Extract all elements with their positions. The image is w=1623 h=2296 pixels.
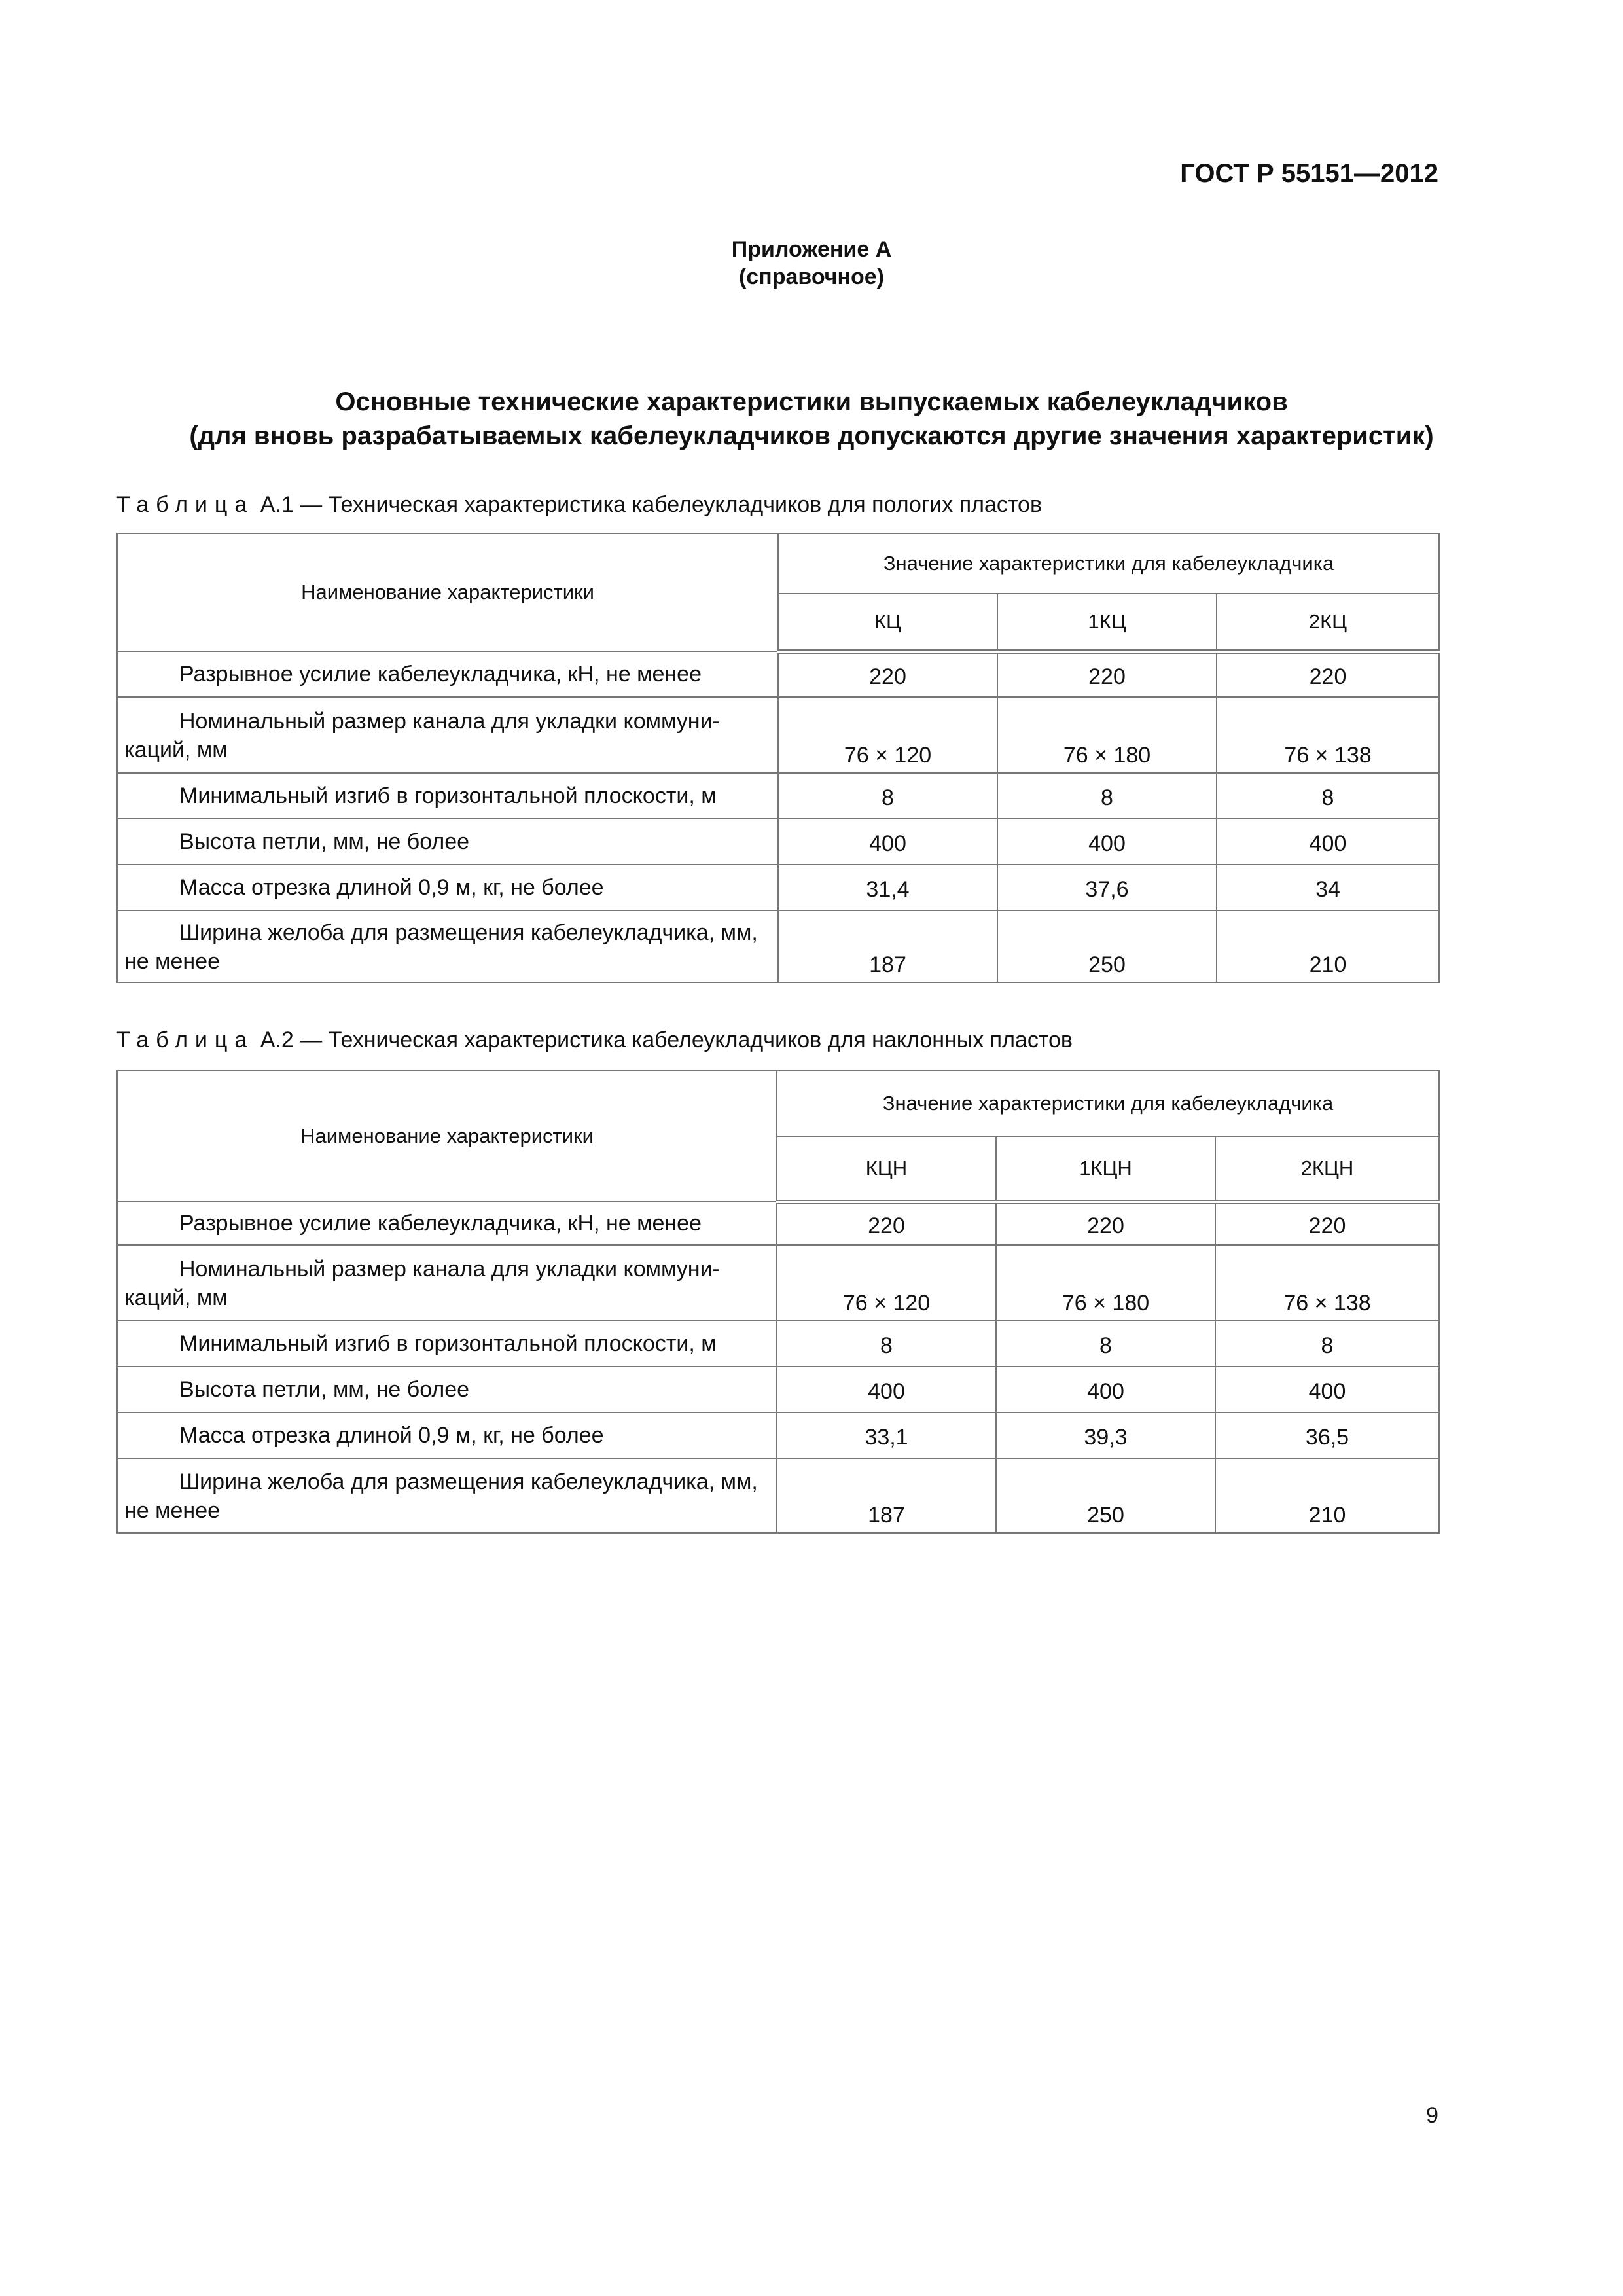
table-1-caption: [116, 492, 1042, 518]
value-cell: 400: [1217, 819, 1439, 865]
table-1-model-header: КЦ: [778, 594, 997, 651]
value-cell: 36,5: [1215, 1412, 1439, 1458]
table-row: [117, 1367, 1439, 1412]
value-cell: 220: [1217, 651, 1439, 697]
value-cell: 187: [778, 910, 997, 982]
parameter-name: Ширина желоба для размещения кабелеукладчика, мм, не менее: [117, 910, 778, 982]
table-2-header-name: Наименование характеристики: [117, 1071, 777, 1202]
table-2-caption-prefix: Таблица: [116, 1028, 255, 1052]
table-row: [117, 1202, 1439, 1245]
table-2-caption: [116, 1028, 1073, 1053]
parameter-name: Минимальный изгиб в горизонтальной плоскости, м: [117, 1321, 777, 1367]
value-cell: 250: [996, 1458, 1215, 1533]
page-number: 9: [1426, 2103, 1438, 2128]
table-2-model-header: 2КЦН: [1215, 1136, 1439, 1202]
parameter-name: Номинальный размер канала для укладки коммуни-каций, мм: [117, 1245, 777, 1321]
table-1-caption-text: А.1 — Техническая характеристика кабелеукладчиков для пологих пластов: [260, 492, 1043, 517]
table-row: [117, 910, 1439, 982]
table-1-model-header: 1КЦ: [997, 594, 1217, 651]
table-row: [117, 1412, 1439, 1458]
parameter-name: Минимальный изгиб в горизонтальной плоскости, м: [117, 773, 778, 819]
value-cell: 220: [777, 1202, 996, 1245]
parameter-name: Номинальный размер канала для укладки коммуни-каций, мм: [117, 697, 778, 773]
table-1-caption-prefix: Таблица: [116, 492, 255, 517]
value-cell: 400: [996, 1367, 1215, 1412]
parameter-name: Высота петли, мм, не более: [117, 819, 778, 865]
value-cell: 8: [997, 773, 1217, 819]
table-2-model-header: КЦН: [777, 1136, 996, 1202]
value-cell: 220: [996, 1202, 1215, 1245]
table-2-caption-text: А.2 — Техническая характеристика кабелеукладчиков для наклонных пластов: [260, 1028, 1073, 1052]
table-row: [117, 697, 1439, 773]
value-cell: 8: [1217, 773, 1439, 819]
parameter-name: Разрывное усилие кабелеукладчика, кН, не менее: [117, 651, 778, 697]
value-cell: 250: [997, 910, 1217, 982]
table-2-model-header: 1КЦН: [996, 1136, 1215, 1202]
value-cell: 8: [1215, 1321, 1439, 1367]
table-row: [117, 1245, 1439, 1321]
value-cell: 76 × 138: [1215, 1245, 1439, 1321]
value-cell: 220: [1215, 1202, 1439, 1245]
value-cell: 220: [997, 651, 1217, 697]
appendix-status: (справочное): [738, 264, 885, 289]
table-1-header-group: Значение характеристики для кабелеукладчика: [778, 533, 1439, 594]
table-1-model-header: 2КЦ: [1217, 594, 1439, 651]
parameter-name: Масса отрезка длиной 0,9 м, кг, не более: [117, 865, 778, 910]
parameter-name: Ширина желоба для размещения кабелеукладчика, мм, не менее: [117, 1458, 777, 1533]
value-cell: 76 × 138: [1217, 697, 1439, 773]
value-cell: 187: [777, 1458, 996, 1533]
value-cell: 400: [997, 819, 1217, 865]
value-cell: 76 × 120: [777, 1245, 996, 1321]
table-row: [117, 819, 1439, 865]
value-cell: 34: [1217, 865, 1439, 910]
document-code: ГОСТ Р 55151—2012: [1180, 159, 1438, 188]
value-cell: 76 × 180: [996, 1245, 1215, 1321]
table-row: [117, 773, 1439, 819]
value-cell: 76 × 120: [778, 697, 997, 773]
value-cell: 400: [1215, 1367, 1439, 1412]
value-cell: 400: [777, 1367, 996, 1412]
table-2-header-group: Значение характеристики для кабелеукладчика: [777, 1071, 1439, 1136]
table-1-header-name: Наименование характеристики: [117, 533, 778, 651]
value-cell: 210: [1215, 1458, 1439, 1533]
value-cell: 76 × 180: [997, 697, 1217, 773]
value-cell: 8: [777, 1321, 996, 1367]
table-row: [117, 865, 1439, 910]
main-title-line-2: (для вновь разрабатываемых кабелеукладчиков допускаются другие значения характеристик): [189, 422, 1434, 450]
value-cell: 37,6: [997, 865, 1217, 910]
value-cell: 8: [778, 773, 997, 819]
value-cell: 400: [778, 819, 997, 865]
value-cell: 8: [996, 1321, 1215, 1367]
table-2: [116, 1070, 1440, 1534]
parameter-name: Разрывное усилие кабелеукладчика, кН, не менее: [117, 1202, 777, 1245]
table-row: [117, 651, 1439, 697]
parameter-name: Высота петли, мм, не более: [117, 1367, 777, 1412]
value-cell: 31,4: [778, 865, 997, 910]
table-row: [117, 1321, 1439, 1367]
value-cell: 39,3: [996, 1412, 1215, 1458]
value-cell: 220: [778, 651, 997, 697]
appendix-title: Приложение А: [731, 237, 892, 262]
value-cell: 33,1: [777, 1412, 996, 1458]
parameter-name: Масса отрезка длиной 0,9 м, кг, не более: [117, 1412, 777, 1458]
table-1: [116, 533, 1440, 983]
main-title-line-1: Основные технические характеристики выпускаемых кабелеукладчиков: [335, 387, 1288, 416]
table-row: [117, 1458, 1439, 1533]
value-cell: 210: [1217, 910, 1439, 982]
